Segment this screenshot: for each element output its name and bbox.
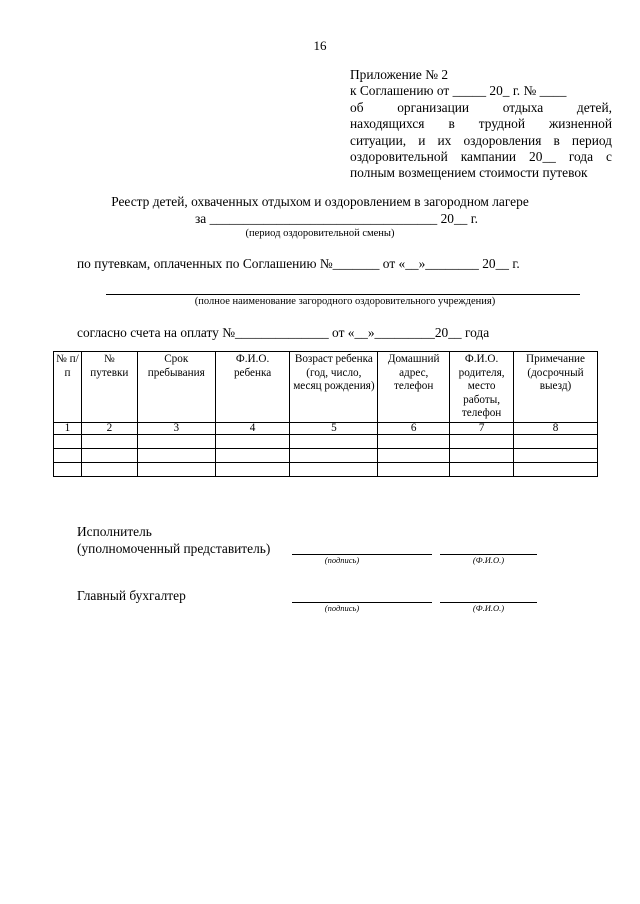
appendix-line: находящихся в трудной жизненной [350, 116, 612, 132]
col-header: Срок пребывания [137, 352, 215, 423]
appendix-line: об организации отдыха детей, [350, 99, 612, 115]
table-cell [290, 434, 378, 448]
table-row [54, 448, 598, 462]
table-number-row [54, 422, 598, 434]
accountant-name-caption: (Ф.И.О.) [472, 603, 505, 613]
table-cell [450, 434, 514, 448]
col-number: 8 [514, 422, 598, 434]
institution-line [106, 294, 580, 295]
col-number: 2 [81, 422, 137, 434]
executor-name-caption: (Ф.И.О.) [472, 555, 505, 565]
appendix-line: ситуации, и их оздоровления в период [350, 132, 612, 148]
table-cell [290, 448, 378, 462]
table-cell [81, 462, 137, 476]
col-number: 5 [290, 422, 378, 434]
table-cell [215, 434, 290, 448]
table-row [54, 462, 598, 476]
col-header: № путевки [81, 352, 137, 423]
col-header: № п/п [54, 352, 82, 423]
table-cell [215, 448, 290, 462]
table-cell [137, 448, 215, 462]
table-cell [378, 448, 450, 462]
period-caption: (период оздоровительной смены) [245, 228, 395, 239]
executor-sign-caption: (подпись) [324, 555, 360, 565]
table-cell [54, 448, 82, 462]
col-header: Ф.И.О. родителя, место работы, телефон [450, 352, 514, 423]
appendix-header [350, 67, 612, 182]
col-number: 4 [215, 422, 290, 434]
registry-table [53, 351, 598, 477]
table-cell [137, 434, 215, 448]
table-cell [81, 434, 137, 448]
executor-sublabel: (уполномоченный представитель) [77, 541, 271, 556]
registry-title: Реестр детей, охваченных отдыхом и оздоровлением в загородном лагере [111, 194, 529, 209]
table-cell [54, 462, 82, 476]
col-header: Ф.И.О. ребенка [215, 352, 290, 423]
page-number: 16 [313, 38, 327, 53]
executor-label: Исполнитель [77, 524, 152, 539]
appendix-line: Приложение № 2 [350, 67, 449, 82]
table-cell [215, 462, 290, 476]
invoice-line: согласно счета на оплату №______________ от «__»_________20__ года [77, 325, 490, 340]
table-cell [514, 462, 598, 476]
table-cell [514, 448, 598, 462]
registry-period-line: за __________________________________ 20__ г. [195, 211, 479, 226]
accountant-label: Главный бухгалтер [77, 588, 186, 603]
col-header: Примечание (досрочный выезд) [514, 352, 598, 423]
table-cell [450, 448, 514, 462]
appendix-line: полным возмещением стоимости путевок [350, 165, 588, 181]
table-header-row [54, 352, 598, 423]
table-cell [290, 462, 378, 476]
table-cell [54, 434, 82, 448]
vouchers-line: по путевкам, оплаченных по Соглашению №_______ от «__»________ 20__ г. [77, 256, 520, 271]
table-cell [81, 448, 137, 462]
accountant-sign-caption: (подпись) [324, 603, 360, 613]
table-row [54, 434, 598, 448]
col-number: 1 [54, 422, 82, 434]
col-number: 7 [450, 422, 514, 434]
col-number: 6 [378, 422, 450, 434]
col-header: Домашний адрес, телефон [378, 352, 450, 423]
table-cell [450, 462, 514, 476]
table-cell [378, 434, 450, 448]
col-header: Возраст ребенка (год, число, месяц рождения) [290, 352, 378, 423]
table-cell [514, 434, 598, 448]
appendix-line: оздоровительной кампании 20__ года с [350, 149, 612, 165]
col-number: 3 [137, 422, 215, 434]
table-cell [378, 462, 450, 476]
institution-caption: (полное наименование загородного оздоровительного учреждения) [194, 296, 496, 307]
appendix-line: к Соглашению от _____ 20_ г. № ____ [350, 83, 567, 99]
table-cell [137, 462, 215, 476]
